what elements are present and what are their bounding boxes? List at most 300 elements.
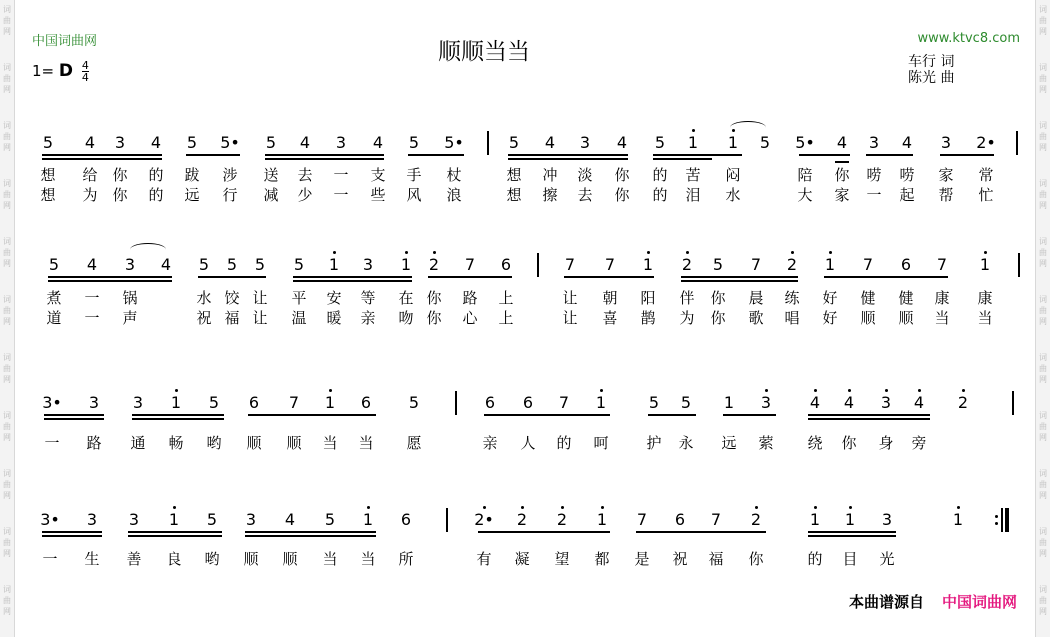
note: 7 (604, 255, 616, 274)
note: 6 (674, 510, 686, 529)
high-octave-dot (814, 506, 817, 509)
lyric-char: 风 (406, 186, 422, 204)
lyric-char: 送 (263, 166, 279, 184)
note: 5 (254, 255, 266, 274)
watermark-text: 词 曲 网 (1039, 63, 1047, 94)
note: 1 (824, 255, 836, 274)
lyric-char: 杖 (446, 166, 462, 184)
lyric-char: 行 (222, 186, 238, 204)
lyric-char: 想 (506, 166, 522, 184)
beam-line (808, 418, 930, 420)
note: 5 (42, 133, 54, 152)
note: 2• (976, 133, 996, 152)
note: 4 (84, 133, 96, 152)
lyric-char: 朝 (602, 289, 618, 307)
note: 1 (362, 510, 374, 529)
lyric-char: 是 (634, 550, 650, 568)
note: 3• (40, 510, 60, 529)
high-octave-dot (829, 251, 832, 254)
lyric-char: 健 (898, 289, 914, 307)
beam-line (128, 531, 222, 533)
lyric-char: 让 (562, 289, 578, 307)
lyric-char: 顺 (282, 550, 298, 568)
dash-mark (835, 161, 849, 163)
lyric-char: 祝 (196, 309, 212, 327)
note: 3 (128, 510, 140, 529)
lyric-char: 手 (406, 166, 422, 184)
lyric-char: 少 (297, 186, 313, 204)
lyric-char: 好 (822, 289, 838, 307)
high-octave-dot (957, 506, 960, 509)
lyric-char: 想 (506, 186, 522, 204)
lyric-char: 人 (520, 434, 536, 452)
bar-line (1018, 253, 1020, 277)
note: 3 (114, 133, 126, 152)
lyric-char: 当 (322, 550, 338, 568)
note: 1 (952, 510, 964, 529)
footer-source-text: 本曲谱源自 (848, 593, 924, 611)
watermark-text: 词 曲 网 (3, 585, 11, 616)
beam-line (508, 154, 628, 156)
lyric-char: 些 (370, 186, 386, 204)
note: 1 (844, 510, 856, 529)
note: 1 (979, 255, 991, 274)
lyric-char: 通 (130, 434, 146, 452)
right-margin-watermark (1035, 0, 1050, 637)
beam-line (824, 276, 948, 278)
key-letter: D (58, 61, 74, 81)
lyric-char: 喜 (602, 309, 618, 327)
lyric-char: 忙 (978, 186, 994, 204)
lyric-char: 苦 (685, 166, 701, 184)
note: 3 (86, 510, 98, 529)
note: 3• (42, 393, 62, 412)
lyric-char: 萦 (758, 434, 774, 452)
note: 1 (168, 510, 180, 529)
lyric-char: 温 (291, 309, 307, 327)
high-octave-dot (367, 506, 370, 509)
beam-line (265, 154, 384, 156)
note: 6 (360, 393, 372, 412)
note: 5 (198, 255, 210, 274)
note: 4 (160, 255, 172, 274)
note: 7 (288, 393, 300, 412)
repeat-dot (995, 522, 998, 525)
end-bar-thick (1005, 508, 1009, 532)
note: 5 (226, 255, 238, 274)
lyric-char: 当 (358, 434, 374, 452)
lyric-char: 你 (426, 289, 442, 307)
note: 4 (86, 255, 98, 274)
watermark-text: 词 曲 网 (3, 121, 11, 152)
left-margin-watermark (0, 0, 15, 637)
lyric-char: 路 (462, 289, 478, 307)
watermark-text: 词 曲 网 (3, 469, 11, 500)
note: 7 (564, 255, 576, 274)
lyric-char: 暖 (326, 309, 342, 327)
lyric-char: 顺 (898, 309, 914, 327)
lyric-char: 家 (834, 186, 850, 204)
note: 4 (616, 133, 628, 152)
note: 3 (335, 133, 347, 152)
high-octave-dot (962, 389, 965, 392)
beam-line (508, 158, 628, 160)
lyric-char: 顺 (860, 309, 876, 327)
note: 4 (836, 133, 848, 152)
lyric-char: 唠 (866, 166, 882, 184)
lyric-char: 为 (679, 309, 695, 327)
note: 5• (444, 133, 464, 152)
lyric-char: 顺 (243, 550, 259, 568)
lyric-char: 你 (112, 166, 128, 184)
high-octave-dot (885, 389, 888, 392)
lyric-char: 的 (807, 550, 823, 568)
lyric-char: 鹊 (640, 309, 656, 327)
note: 7 (862, 255, 874, 274)
lyric-char: 你 (112, 186, 128, 204)
bar-line (446, 508, 448, 532)
lyric-char: 有 (476, 550, 492, 568)
note: 1 (595, 393, 607, 412)
lyric-char: 的 (652, 166, 668, 184)
note: 5 (712, 255, 724, 274)
lyric-char: 冲 (542, 166, 558, 184)
lyric-char: 凝 (514, 550, 530, 568)
time-top: 4 (81, 59, 89, 72)
lyric-char: 都 (594, 550, 610, 568)
note: 1 (324, 393, 336, 412)
lyric-char: 去 (577, 186, 593, 204)
watermark-text: 词 曲 网 (3, 5, 11, 36)
note: 1 (400, 255, 412, 274)
beam-line (42, 531, 102, 533)
note: 3 (579, 133, 591, 152)
lyric-char: 泪 (685, 186, 701, 204)
beam-line (653, 158, 712, 160)
lyric-char: 远 (184, 186, 200, 204)
lyric-char: 伴 (679, 289, 695, 307)
time-bottom: 4 (81, 71, 89, 84)
lyric-char: 绕 (807, 434, 823, 452)
lyric-char: 锅 (122, 289, 138, 307)
beam-line (808, 414, 930, 416)
lyric-char: 良 (166, 550, 182, 568)
bar-line (487, 131, 489, 155)
lyric-char: 减 (263, 186, 279, 204)
watermark-text: 词 曲 网 (1039, 585, 1047, 616)
high-octave-dot (333, 251, 336, 254)
note: 6 (248, 393, 260, 412)
lyric-char: 唠 (899, 166, 915, 184)
lyric-char: 好 (822, 309, 838, 327)
watermark-text: 词 曲 网 (1039, 179, 1047, 210)
high-octave-dot (918, 389, 921, 392)
lyric-char: 祝 (672, 550, 688, 568)
note: 3 (880, 393, 892, 412)
lyric-char: 生 (84, 550, 100, 568)
lyricist-credit: 车行 词 (908, 54, 955, 70)
beam-line (808, 531, 896, 533)
lyric-char: 淡 (577, 166, 593, 184)
lyric-char: 想 (40, 166, 56, 184)
beam-line (478, 531, 610, 533)
beam-line (723, 414, 776, 416)
lyric-char: 你 (834, 166, 850, 184)
lyric-char: 你 (614, 186, 630, 204)
key-signature (32, 60, 89, 83)
note: 5 (293, 255, 305, 274)
note: 2 (786, 255, 798, 274)
lyric-char: 练 (784, 289, 800, 307)
lyric-char: 康 (934, 289, 950, 307)
beam-line (636, 531, 766, 533)
lyric-char: 你 (841, 434, 857, 452)
lyric-char: 的 (148, 186, 164, 204)
high-octave-dot (175, 389, 178, 392)
lyric-char: 帮 (938, 186, 954, 204)
note: 4 (843, 393, 855, 412)
note: 3 (132, 393, 144, 412)
beam-line (186, 154, 240, 156)
lyric-char: 一 (333, 166, 349, 184)
beam-line (428, 276, 512, 278)
beam-line (42, 154, 162, 156)
beam-line (564, 276, 654, 278)
lyric-char: 当 (977, 309, 993, 327)
beam-line (408, 154, 464, 156)
high-octave-dot (173, 506, 176, 509)
lyric-char: 浪 (446, 186, 462, 204)
note: 5 (408, 133, 420, 152)
note: 1 (687, 133, 699, 152)
high-octave-dot (765, 389, 768, 392)
beam-line (940, 154, 994, 156)
bar-line (537, 253, 539, 277)
beam-line (799, 154, 850, 156)
note: 5 (48, 255, 60, 274)
lyric-char: 阳 (640, 289, 656, 307)
lyric-char: 吻 (398, 309, 414, 327)
lyric-char: 心 (462, 309, 478, 327)
high-octave-dot (601, 506, 604, 509)
lyric-char: 一 (44, 434, 60, 452)
note: 5 (654, 133, 666, 152)
high-octave-dot (849, 506, 852, 509)
lyric-char: 支 (370, 166, 386, 184)
note: 5 (648, 393, 660, 412)
high-octave-dot (483, 506, 486, 509)
beam-line (866, 154, 913, 156)
note: 4 (372, 133, 384, 152)
watermark-text: 词 曲 网 (1039, 411, 1047, 442)
note: 5 (680, 393, 692, 412)
note: 3 (124, 255, 136, 274)
note: 3 (940, 133, 952, 152)
note: 3 (88, 393, 100, 412)
lyric-char: 为 (82, 186, 98, 204)
lyric-char: 水 (196, 289, 212, 307)
lyric-char: 呵 (593, 434, 609, 452)
note: 1 (328, 255, 340, 274)
note: 4 (299, 133, 311, 152)
lyric-char: 你 (426, 309, 442, 327)
lyric-char: 让 (252, 289, 268, 307)
lyric-char: 声 (122, 309, 138, 327)
lyric-char: 水 (725, 186, 741, 204)
note: 3 (245, 510, 257, 529)
lyric-char: 闷 (725, 166, 741, 184)
lyric-char: 饺 (224, 289, 240, 307)
bar-line (1016, 131, 1018, 155)
note: 2 (681, 255, 693, 274)
lyric-char: 上 (498, 309, 514, 327)
note: 6 (522, 393, 534, 412)
lyric-char: 旁 (911, 434, 927, 452)
lyric-char: 家 (938, 166, 954, 184)
beam-line (293, 276, 412, 278)
note: 5 (508, 133, 520, 152)
watermark-text: 词 曲 网 (1039, 121, 1047, 152)
lyric-char: 擦 (542, 186, 558, 204)
lyric-char: 亲 (482, 434, 498, 452)
high-octave-dot (984, 251, 987, 254)
note: 4 (901, 133, 913, 152)
lyric-char: 光 (879, 550, 895, 568)
high-octave-dot (755, 506, 758, 509)
lyric-char: 永 (678, 434, 694, 452)
note: 2 (556, 510, 568, 529)
beam-line (48, 276, 172, 278)
beam-line (293, 280, 412, 282)
watermark-text: 词 曲 网 (3, 527, 11, 558)
note: 3 (760, 393, 772, 412)
lyric-char: 当 (360, 550, 376, 568)
beam-line (681, 276, 798, 278)
note: 1 (170, 393, 182, 412)
repeat-dot (995, 515, 998, 518)
note: 1 (727, 133, 739, 152)
beam-line (653, 154, 742, 156)
note: 1 (809, 510, 821, 529)
lyric-char: 给 (82, 166, 98, 184)
lyric-char: 一 (866, 186, 882, 204)
note: 6 (484, 393, 496, 412)
lyric-char: 的 (148, 166, 164, 184)
note: 3 (362, 255, 374, 274)
lyric-char: 等 (360, 289, 376, 307)
watermark-text: 词 曲 网 (3, 411, 11, 442)
note: 7 (936, 255, 948, 274)
lyric-char: 一 (333, 186, 349, 204)
watermark-text: 词 曲 网 (1039, 5, 1047, 36)
note: 4 (150, 133, 162, 152)
watermark-text: 词 曲 网 (1039, 469, 1047, 500)
tie-arc (130, 243, 166, 256)
lyric-char: 顺 (286, 434, 302, 452)
lyric-char: 一 (84, 309, 100, 327)
lyric-char: 身 (878, 434, 894, 452)
lyric-char: 你 (748, 550, 764, 568)
lyric-char: 顺 (246, 434, 262, 452)
beam-line (128, 535, 222, 537)
lyric-char: 一 (42, 550, 58, 568)
bar-line (455, 391, 457, 415)
beam-line (44, 414, 104, 416)
watermark-text: 词 曲 网 (3, 237, 11, 268)
lyric-char: 的 (652, 186, 668, 204)
lyric-char: 目 (842, 550, 858, 568)
beam-line (248, 414, 376, 416)
lyric-char: 望 (554, 550, 570, 568)
lyric-char: 所 (398, 550, 414, 568)
note: 7 (750, 255, 762, 274)
note: 1 (723, 393, 735, 412)
watermark-text: 词 曲 网 (3, 179, 11, 210)
note: 2 (957, 393, 969, 412)
note: 6 (500, 255, 512, 274)
lyric-char: 善 (126, 550, 142, 568)
lyric-char: 亲 (360, 309, 376, 327)
lyric-char: 起 (899, 186, 915, 204)
lyric-char: 你 (614, 166, 630, 184)
watermark-text: 词 曲 网 (1039, 527, 1047, 558)
note: 7 (464, 255, 476, 274)
lyric-char: 你 (710, 289, 726, 307)
note: 5• (795, 133, 815, 152)
note: 2 (428, 255, 440, 274)
time-signature (82, 60, 89, 83)
note: 5 (408, 393, 420, 412)
high-octave-dot (561, 506, 564, 509)
lyric-char: 跋 (184, 166, 200, 184)
lyric-char: 大 (797, 186, 813, 204)
high-octave-dot (433, 251, 436, 254)
note: 6 (900, 255, 912, 274)
note: 7 (710, 510, 722, 529)
lyric-char: 康 (977, 289, 993, 307)
note: 5 (324, 510, 336, 529)
note: 3 (868, 133, 880, 152)
lyric-char: 去 (297, 166, 313, 184)
high-octave-dot (405, 251, 408, 254)
lyric-char: 福 (224, 309, 240, 327)
lyric-char: 当 (934, 309, 950, 327)
note: 5• (220, 133, 240, 152)
lyric-char: 护 (646, 434, 662, 452)
lyric-char: 远 (721, 434, 737, 452)
note: 4 (809, 393, 821, 412)
lyric-char: 愿 (406, 434, 422, 452)
high-octave-dot (791, 251, 794, 254)
site-url: www.ktvc8.com (917, 31, 1020, 46)
beam-line (44, 418, 104, 420)
note: 5 (208, 393, 220, 412)
high-octave-dot (329, 389, 332, 392)
lyric-char: 涉 (222, 166, 238, 184)
note: 3 (881, 510, 893, 529)
beam-line (245, 535, 376, 537)
lyric-char: 福 (708, 550, 724, 568)
note: 4 (913, 393, 925, 412)
beam-line (198, 276, 266, 278)
end-bar-thin (1001, 508, 1003, 532)
note: 5 (186, 133, 198, 152)
note: 1 (596, 510, 608, 529)
site-name: 中国词曲网 (32, 34, 98, 49)
footer-source (849, 591, 1017, 612)
lyric-char: 你 (710, 309, 726, 327)
note: 5 (206, 510, 218, 529)
